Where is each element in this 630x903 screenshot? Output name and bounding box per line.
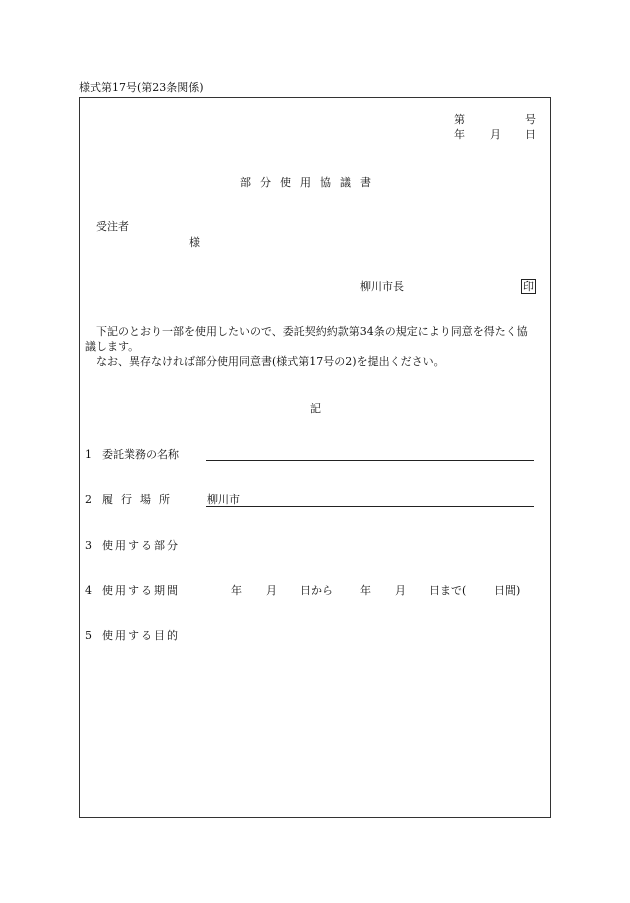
date-year: 年 (454, 128, 465, 141)
period-until: 日まで( (429, 584, 467, 597)
period-year: 年 (231, 584, 242, 597)
period-year-2: 年 (360, 584, 371, 597)
item-number: 4 (85, 584, 92, 597)
ki-heading: 記 (310, 402, 321, 415)
period-month-2: 月 (395, 584, 406, 597)
period-from: 日から (300, 584, 333, 597)
date-month: 月 (490, 128, 501, 141)
item-label: 履行場所 (102, 493, 178, 506)
recipient-label: 受注者 (96, 220, 129, 233)
period-days: 日間) (494, 584, 521, 597)
sender-name: 柳川市長 (360, 280, 404, 293)
item-number: 1 (85, 448, 92, 461)
period-month: 月 (266, 584, 277, 597)
number-suffix: 号 (525, 113, 536, 126)
item-number: 3 (85, 539, 92, 552)
date-day: 日 (525, 128, 536, 141)
body-line-2: 議します。 (85, 340, 140, 353)
location-field-line (206, 506, 534, 507)
item-label: 使用する目的 (102, 629, 180, 642)
seal-mark: 印 (523, 280, 534, 293)
item-label: 使用する期間 (102, 584, 180, 597)
location-value: 柳川市 (207, 493, 240, 506)
recipient-honorific: 様 (189, 236, 200, 249)
item-label: 使用する部分 (102, 539, 180, 552)
body-line-3: なお、異存なければ部分使用同意書(様式第17号の2)を提出ください。 (96, 355, 445, 368)
document-title: 部分使用協議書 (240, 176, 380, 189)
body-paragraph (85, 324, 545, 369)
number-prefix: 第 (454, 113, 465, 126)
item-number: 5 (85, 629, 92, 642)
business-name-field-line (206, 460, 534, 461)
item-number: 2 (85, 493, 92, 506)
form-number-label: 様式第17号(第23条関係) (79, 81, 204, 94)
item-label: 委託業務の名称 (102, 448, 179, 461)
body-line-1: 下記のとおり一部を使用したいので、委託契約約款第34条の規定により同意を得たく協 (96, 325, 528, 338)
